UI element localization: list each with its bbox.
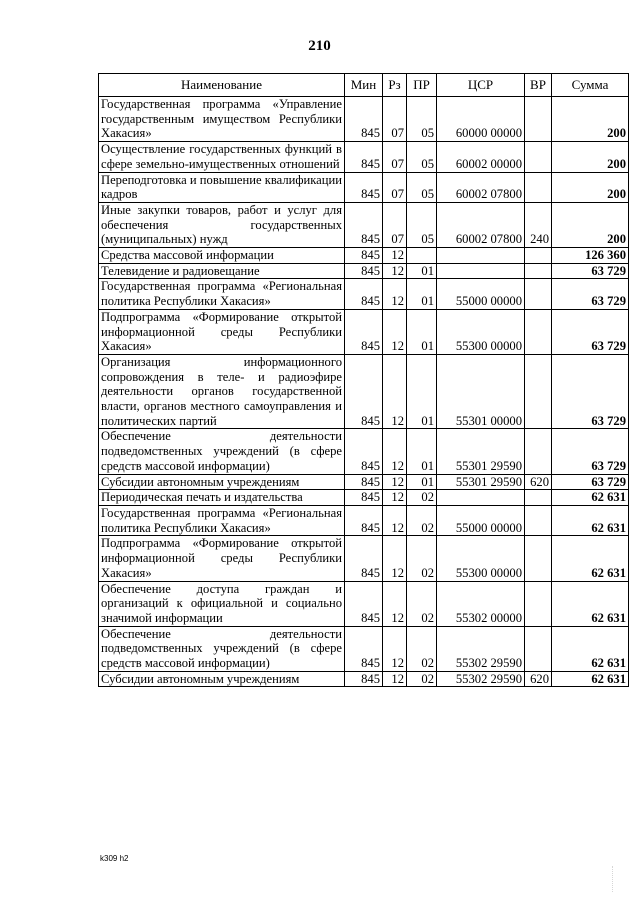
cell-min: 845	[345, 429, 383, 474]
table-row	[99, 626, 629, 671]
table-row	[99, 581, 629, 626]
cell-csr: 55301 00000	[437, 354, 525, 429]
cell-pr	[407, 248, 437, 264]
cell-pr: 05	[407, 172, 437, 202]
cell-rz: 12	[383, 263, 407, 279]
table-row	[99, 671, 629, 687]
table-row	[99, 263, 629, 279]
cell-vr: 620	[525, 474, 552, 490]
cell-name: Организация информационного сопровождения в теле- и радиоэфире деятельности органов государственной власти, органов местного самоуправления и политических партий	[99, 354, 345, 429]
cell-sum: 200	[552, 97, 629, 142]
cell-sum: 62 631	[552, 581, 629, 626]
cell-vr	[525, 354, 552, 429]
cell-vr	[525, 263, 552, 279]
cell-pr: 02	[407, 626, 437, 671]
cell-csr: 55300 00000	[437, 536, 525, 581]
cell-min: 845	[345, 474, 383, 490]
cell-rz: 12	[383, 581, 407, 626]
cell-vr	[525, 279, 552, 309]
table-row	[99, 202, 629, 247]
cell-rz: 07	[383, 97, 407, 142]
cell-min: 845	[345, 354, 383, 429]
cell-min: 845	[345, 97, 383, 142]
cell-rz: 12	[383, 671, 407, 687]
cell-rz: 12	[383, 490, 407, 506]
cell-name: Государственная программа «Региональная политика Республики Хакасия»	[99, 505, 345, 535]
cell-min: 845	[345, 142, 383, 172]
cell-csr: 55301 29590	[437, 474, 525, 490]
cell-pr: 05	[407, 142, 437, 172]
cell-name: Телевидение и радиовещание	[99, 263, 345, 279]
cell-csr	[437, 263, 525, 279]
cell-min: 845	[345, 202, 383, 247]
cell-name: Государственная программа «Управление государственным имуществом Республики Хакасия»	[99, 97, 345, 142]
cell-vr	[525, 536, 552, 581]
cell-sum: 200	[552, 142, 629, 172]
cell-rz: 12	[383, 474, 407, 490]
header-min: Мин	[345, 74, 383, 97]
cell-pr: 01	[407, 354, 437, 429]
cell-csr: 55000 00000	[437, 505, 525, 535]
cell-vr	[525, 581, 552, 626]
cell-sum: 126 360	[552, 248, 629, 264]
cell-vr: 240	[525, 202, 552, 247]
cell-pr: 02	[407, 536, 437, 581]
cell-name: Осуществление государственных функций в сфере земельно-имущественных отношений	[99, 142, 345, 172]
cell-rz: 12	[383, 626, 407, 671]
cell-name: Обеспечение деятельности подведомственных учреждений (в сфере средств массовой информации)	[99, 626, 345, 671]
table-row	[99, 429, 629, 474]
cell-rz: 07	[383, 202, 407, 247]
header-pr: ПР	[407, 74, 437, 97]
cell-csr: 55302 00000	[437, 581, 525, 626]
cell-csr: 60000 00000	[437, 97, 525, 142]
cell-csr: 60002 07800	[437, 172, 525, 202]
cell-name: Подпрограмма «Формирование открытой информационной среды Республики Хакасия»	[99, 309, 345, 354]
cell-sum: 62 631	[552, 536, 629, 581]
cell-csr	[437, 248, 525, 264]
header-name: Наименование	[99, 74, 345, 97]
cell-vr	[525, 505, 552, 535]
cell-name: Субсидии автономным учреждениям	[99, 671, 345, 687]
table-row	[99, 354, 629, 429]
cell-name: Подпрограмма «Формирование открытой информационной среды Республики Хакасия»	[99, 536, 345, 581]
cell-vr	[525, 172, 552, 202]
cell-sum: 63 729	[552, 354, 629, 429]
table-row	[99, 309, 629, 354]
cell-sum: 62 631	[552, 490, 629, 506]
cell-rz: 07	[383, 172, 407, 202]
cell-rz: 12	[383, 248, 407, 264]
table-row	[99, 505, 629, 535]
cell-sum: 62 631	[552, 626, 629, 671]
cell-sum: 63 729	[552, 263, 629, 279]
header-row	[99, 74, 629, 97]
cell-csr: 55301 29590	[437, 429, 525, 474]
cell-pr: 02	[407, 505, 437, 535]
cell-min: 845	[345, 536, 383, 581]
cell-csr: 55000 00000	[437, 279, 525, 309]
table-row	[99, 172, 629, 202]
cell-vr	[525, 142, 552, 172]
table-row	[99, 536, 629, 581]
header-vr: ВР	[525, 74, 552, 97]
cell-sum: 200	[552, 202, 629, 247]
header-rz: Рз	[383, 74, 407, 97]
cell-pr: 02	[407, 490, 437, 506]
cell-vr	[525, 490, 552, 506]
cell-name: Средства массовой информации	[99, 248, 345, 264]
cell-sum: 200	[552, 172, 629, 202]
cell-name: Переподготовка и повышение квалификации кадров	[99, 172, 345, 202]
cell-min: 845	[345, 671, 383, 687]
cell-sum: 63 729	[552, 474, 629, 490]
table-row	[99, 279, 629, 309]
cell-pr: 01	[407, 263, 437, 279]
cell-csr: 55300 00000	[437, 309, 525, 354]
cell-min: 845	[345, 279, 383, 309]
cell-min: 845	[345, 490, 383, 506]
cell-csr	[437, 490, 525, 506]
cell-csr: 60002 00000	[437, 142, 525, 172]
cell-min: 845	[345, 263, 383, 279]
cell-name: Субсидии автономным учреждениям	[99, 474, 345, 490]
footer-code: k309 h2	[100, 854, 129, 863]
cell-rz: 12	[383, 309, 407, 354]
cell-rz: 12	[383, 279, 407, 309]
table-row	[99, 474, 629, 490]
cell-vr	[525, 97, 552, 142]
cell-rz: 12	[383, 536, 407, 581]
cell-min: 845	[345, 581, 383, 626]
cell-rz: 07	[383, 142, 407, 172]
cell-vr: 620	[525, 671, 552, 687]
cell-name: Обеспечение деятельности подведомственных учреждений (в сфере средств массовой информации)	[99, 429, 345, 474]
cell-min: 845	[345, 505, 383, 535]
table-row	[99, 248, 629, 264]
cell-min: 845	[345, 626, 383, 671]
cell-pr: 01	[407, 279, 437, 309]
cell-pr: 01	[407, 429, 437, 474]
cell-pr: 02	[407, 671, 437, 687]
cell-name: Иные закупки товаров, работ и услуг для обеспечения государственных (муниципальных) нужд	[99, 202, 345, 247]
cell-pr: 02	[407, 581, 437, 626]
cell-pr: 01	[407, 474, 437, 490]
budget-table	[98, 73, 629, 687]
cell-vr	[525, 309, 552, 354]
scan-artifact	[612, 866, 635, 892]
header-sum: Сумма	[552, 74, 629, 97]
cell-min: 845	[345, 309, 383, 354]
cell-name: Периодическая печать и издательства	[99, 490, 345, 506]
cell-csr: 60002 07800	[437, 202, 525, 247]
cell-rz: 12	[383, 429, 407, 474]
cell-sum: 63 729	[552, 309, 629, 354]
cell-sum: 62 631	[552, 671, 629, 687]
cell-sum: 63 729	[552, 429, 629, 474]
page-number: 210	[308, 38, 331, 54]
header-csr: ЦСР	[437, 74, 525, 97]
table-row	[99, 490, 629, 506]
cell-vr	[525, 626, 552, 671]
cell-min: 845	[345, 248, 383, 264]
cell-pr: 05	[407, 97, 437, 142]
table-row	[99, 142, 629, 172]
cell-csr: 55302 29590	[437, 626, 525, 671]
cell-csr: 55302 29590	[437, 671, 525, 687]
cell-sum: 63 729	[552, 279, 629, 309]
cell-name: Обеспечение доступа граждан и организаций к официальной и социально значимой информации	[99, 581, 345, 626]
cell-pr: 05	[407, 202, 437, 247]
cell-rz: 12	[383, 354, 407, 429]
cell-pr: 01	[407, 309, 437, 354]
cell-vr	[525, 248, 552, 264]
cell-name: Государственная программа «Региональная политика Республики Хакасия»	[99, 279, 345, 309]
table-row	[99, 97, 629, 142]
cell-rz: 12	[383, 505, 407, 535]
cell-min: 845	[345, 172, 383, 202]
cell-vr	[525, 429, 552, 474]
cell-sum: 62 631	[552, 505, 629, 535]
